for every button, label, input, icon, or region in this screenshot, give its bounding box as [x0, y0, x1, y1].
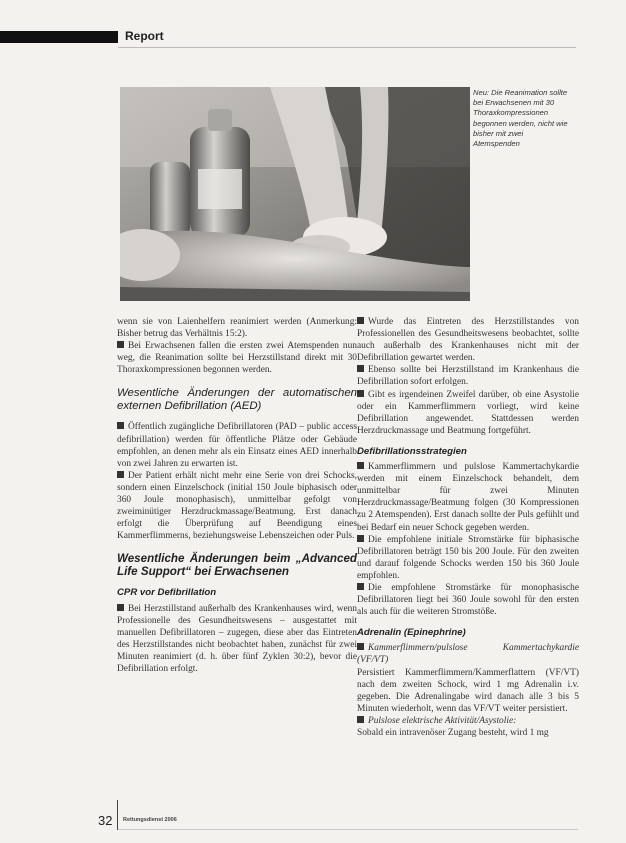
paragraph	[357, 389, 579, 437]
paragraph-text: Ebenso sollte bei Herzstillstand im Krankenhaus die Defibrillation sofort erfolgen.	[357, 365, 579, 388]
bullet-square-icon	[357, 390, 364, 397]
paragraph-lead: Pulslose elektrische Aktivität/Asystolie:	[368, 715, 517, 726]
bullet-square-icon	[357, 643, 364, 650]
left-column	[117, 316, 357, 675]
bullet-square-icon	[357, 716, 364, 723]
paragraph-text: Bei Erwachsenen fallen die ersten zwei Atemspenden nun weg, die Reanimation sollte bei Herzstillstand direkt mit 30 Thoraxkompressionen begonnen werden.	[117, 341, 357, 376]
subsection-heading: Adrenalin (Epinephrine)	[357, 627, 466, 639]
subsection-heading: Defibrillationsstrategien	[357, 445, 467, 457]
paragraph-text: Wurde das Eintreten des Herzstillstandes von Professionellen des Gesundheitswesens beobachtet, sollte auch außerhalb des Krankenhauses nicht mit der Defibrillation gewartet werden.	[357, 317, 579, 364]
paragraph	[117, 340, 357, 376]
bullet-square-icon	[357, 583, 364, 590]
figure-caption: Neu: Die Reanimation sollte bei Erwachsenen mit 30 Thoraxkompressionen begonnen werden, nicht wie bisher mit zwei Atemspenden	[473, 88, 568, 149]
paragraph-text: Die empfohlene Stromstärke für monophasische Defibrillatoren liegt bei 360 Joule sowohl für den ersten als auch für die weiteren Stromstöße.	[357, 582, 579, 618]
paragraph	[357, 461, 579, 534]
paragraph-text: Der Patient erhält nicht mehr eine Serie von drei Schocks, sondern einen Einzelschock (initial 150 Joule biphasisch oder 360 Joule monophasisch), unmittelbar gefolgt von zweiminütiger Herzdruckmassage/Beatmung. Erst danach erfolgt die Überprüfung auf Beendigung eines Kammerflimmerns, beziehungsweise Lebenszeichen oder Puls.	[117, 470, 357, 542]
paragraph-text: Öffentlich zugängliche Defibrillatoren (PAD – public access defibrillation) werden für öffentliche Plätze oder Gebäude empfohlen, an denen mehr als ein Einsatz eines AED innerhalb von zwei Jahren zu erwarten ist.	[117, 422, 357, 469]
bullet-square-icon	[117, 604, 124, 611]
footer-divider	[117, 800, 118, 830]
page-number: 32	[98, 813, 113, 828]
paragraph-lead: Kammerflimmern/pulslose Kammertachykardie (VF/VT)	[357, 643, 579, 666]
header-bar	[0, 31, 118, 43]
bullet-square-icon	[117, 422, 124, 429]
bullet-square-icon	[357, 462, 364, 469]
paragraph	[357, 582, 579, 618]
paragraph: Sobald ein intravenöser Zugang besteht, wird 1 mg	[357, 728, 549, 738]
paragraph	[357, 715, 579, 727]
section-label: Report	[125, 29, 164, 43]
header-rule	[118, 47, 576, 48]
bullet-square-icon	[357, 317, 364, 324]
paragraph-text: Kammerflimmern und pulslose Kammertachykardie werden mit einem Einzelschock behandelt, dem unmittelbar für zwei Minuten Herzdruckmassage/Beatmung folgen (30 Kompressionen zu 2 Atemspenden). Erst danach sollte der Puls gefühlt und bei Bedarf ein neuer Schock gegeben werden.	[357, 462, 579, 533]
footer-rule	[118, 829, 578, 830]
subsection-heading: CPR vor Defibrillation	[117, 587, 217, 599]
paragraph	[357, 364, 579, 388]
paragraph-text: Bei Herzstillstand außerhalb des Krankenhauses wird, wenn Professionelle des Gesundheitswesens – ausgestattet mit manuellen Defibrillatoren – zugegen, diese aber das Eintreten des Herzstillstandes nicht beobachtet haben, zunächst für zwei Minuten reanimiert (d. h. über fünf Zyklen 30:2), bevor die Defibrillation erfolgt.	[117, 603, 357, 674]
paragraph	[357, 534, 579, 582]
section-heading: Wesentliche Änderungen der automatischen externen Defibrillation (AED)	[117, 387, 357, 413]
paragraph-text: Die empfohlene initiale Stromstärke für biphasische Defibrillatoren beträgt 150 bis 200 Joule. Für den zweiten und darauf folgende Schocks werden 150 bis 360 Joule empfohlen.	[357, 534, 579, 581]
paragraph: Persistiert Kammerflimmern/Kammerflattern (VF/VT) nach dem zweiten Schock, wird 1 mg Adrenalin i.v. gegeben. Die Adrenalingabe wird danach alle 3 bis 5 Minuten wiederholt, wenn das VF/VT weiter persistiert.	[357, 667, 579, 714]
bullet-square-icon	[117, 341, 124, 348]
paragraph	[357, 642, 579, 666]
bullet-square-icon	[117, 471, 124, 478]
section-heading: Wesentliche Änderungen beim „Advanced Life Support“ bei Erwachsenen	[117, 552, 357, 579]
right-column	[357, 316, 579, 739]
paragraph	[357, 316, 579, 364]
paragraph	[117, 470, 357, 543]
bullet-square-icon	[357, 535, 364, 542]
paragraph	[117, 603, 357, 676]
paragraph-text: Gibt es irgendeinen Zweifel darüber, ob eine Asystolie oder ein Kammerflimmern vorliegt, wird keine Defibrillation angewendet. Stattdessen werden Herzdruckmassage und Beatmung fortgeführt.	[357, 389, 579, 436]
bullet-square-icon	[357, 365, 364, 372]
paragraph: wenn sie von Laienhelfern reanimiert werden (Anmerkung: Bisher betrug das Verhältnis 15:2).	[117, 317, 357, 340]
paragraph	[117, 421, 357, 469]
cpr-photo	[120, 87, 470, 301]
journal-name: Rettungsdienst 2006	[123, 817, 177, 823]
